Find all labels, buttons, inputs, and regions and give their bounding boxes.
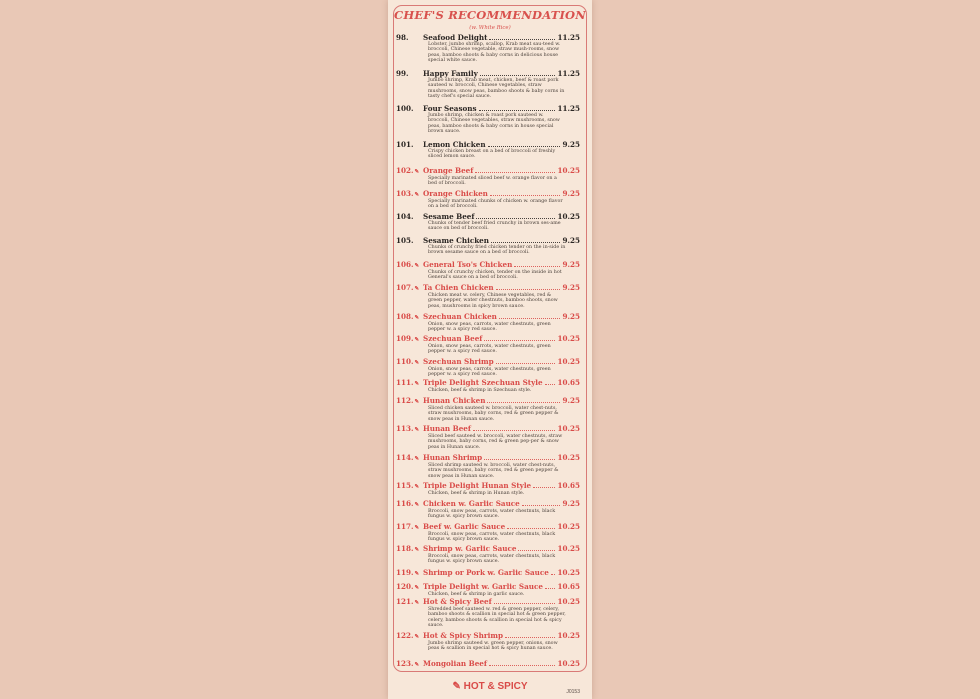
menu-item <box>396 632 580 652</box>
menu-item-row <box>396 261 580 270</box>
dot-leader <box>518 550 555 551</box>
item-name: Hunan Chicken <box>423 396 486 405</box>
dot-leader <box>475 172 555 173</box>
item-price: 10.65 <box>557 378 580 387</box>
item-number: 118.✎ <box>396 544 420 553</box>
item-number: 109.✎ <box>396 334 420 343</box>
item-number: 106.✎ <box>396 260 420 269</box>
item-price: 11.25 <box>557 33 580 42</box>
item-name: Beef w. Garlic Sauce <box>423 522 506 531</box>
item-number: 101. <box>396 140 414 149</box>
menu-item <box>396 523 580 543</box>
menu-item-row <box>396 660 580 669</box>
item-name: Sesame Chicken <box>423 236 489 245</box>
item-number: 99. <box>396 69 409 78</box>
dot-leader <box>479 110 556 111</box>
item-description: Jumbo shrimp, chicken & roast pork sauteed w. broccoli, Chinese vegetables, straw mushrooms, snow peas, bamboo shoots & baby corns in house special brown sauce. <box>428 113 560 135</box>
item-price: 9.25 <box>562 396 580 405</box>
item-description: Shredded beef sauteed w. red & green pepper, celery, bamboo shoots & scallion in special hot & green pepper, celery, bamboo shoots & scallion in special hot & spicy sauce. <box>428 607 566 629</box>
dot-leader <box>480 75 556 76</box>
menu-item-row <box>396 482 580 491</box>
menu-item-row <box>396 379 580 388</box>
menu-item <box>396 313 580 333</box>
item-name: Hot & Spicy Shrimp <box>423 631 503 640</box>
menu-item <box>396 141 580 160</box>
item-description: Chicken, beef & shrimp in Hunan style. <box>428 491 525 496</box>
item-description: Jumbo shrimp, Krab meat, chicken, beef & roast pork sauteed w. broccoli, Chinese vegetables, straw mushrooms, snow peas, bamboo shoots & baby corns in tasty chef's special sauce. <box>428 78 565 100</box>
menu-item-row <box>396 284 580 293</box>
item-price: 9.25 <box>562 312 580 321</box>
item-description: Sliced chicken sauteed w. broccoli, water chest-nuts, straw mushrooms, baby corns, red & green pepper & snow peas in Hunan sauce. <box>428 406 559 422</box>
menu-item <box>396 660 580 669</box>
pepper-icon: ✎ <box>414 337 420 343</box>
pepper-icon: ✎ <box>414 381 420 387</box>
pepper-icon: ✎ <box>414 634 420 640</box>
menu-subtitle: (w. White Rice) <box>469 25 511 31</box>
pepper-icon: ✎ <box>414 571 420 577</box>
dot-leader <box>489 665 556 666</box>
menu-item-row <box>396 397 580 406</box>
item-description: Chunks of crunchy fried chicken tender on the in-side in brown sesame sauce on a bed of broccoli. <box>428 245 566 256</box>
item-name: Sesame Beef <box>423 212 475 221</box>
item-name: Orange Beef <box>423 166 474 175</box>
menu-item <box>396 379 580 393</box>
menu-item <box>396 335 580 355</box>
menu-item-row <box>396 358 580 367</box>
item-price: 10.25 <box>557 631 580 640</box>
menu-item-row <box>396 335 580 344</box>
dot-leader <box>499 318 561 319</box>
pepper-icon: ✎ <box>452 681 461 692</box>
menu-item <box>396 167 580 187</box>
dot-leader <box>489 39 555 40</box>
item-description: Specially marinated chunks of chicken w. orange flavor on a bed of broccoli. <box>428 199 563 210</box>
item-description: Chunks of crunchy chicken, tender on the inside in hot General's sauce on a bed of broccoli. <box>428 270 562 281</box>
item-description: Specially marinated sliced beef w. orange flavor on a bed of broccoli. <box>428 176 557 187</box>
menu-item <box>396 284 580 309</box>
dot-leader <box>476 218 555 219</box>
dot-leader <box>473 430 556 431</box>
item-price: 10.25 <box>557 453 580 462</box>
pepper-icon: ✎ <box>414 427 420 433</box>
menu-item <box>396 261 580 281</box>
pepper-icon: ✎ <box>414 600 420 606</box>
menu-code: J0153 <box>566 689 580 695</box>
dot-leader <box>551 574 556 575</box>
pepper-icon: ✎ <box>414 360 420 366</box>
dot-leader <box>505 637 556 638</box>
item-number: 103.✎ <box>396 189 420 198</box>
item-price: 10.25 <box>557 357 580 366</box>
item-price: 9.25 <box>562 189 580 198</box>
menu-item-row <box>396 583 580 592</box>
menu-item <box>396 598 580 629</box>
menu-item <box>396 34 580 64</box>
menu-item <box>396 397 580 422</box>
item-price: 10.25 <box>557 544 580 553</box>
dot-leader <box>514 266 560 267</box>
item-name: Shrimp or Pork w. Garlic Sauce <box>423 568 549 577</box>
menu-item-row <box>396 190 580 199</box>
menu-item-row <box>396 425 580 434</box>
item-number: 117.✎ <box>396 522 420 531</box>
menu-item-row <box>396 34 580 42</box>
menu-item <box>396 482 580 496</box>
pepper-icon: ✎ <box>414 585 420 591</box>
item-number: 104. <box>396 212 414 221</box>
item-price: 10.25 <box>557 522 580 531</box>
menu-item-row <box>396 523 580 532</box>
item-price: 11.25 <box>557 104 580 113</box>
menu-item-row <box>396 237 580 245</box>
item-description: Lobster, jumbo shrimp, scallop, Krab meat sau-teed w. broccoli, Chinese vegetable, straw mush-rooms, snow peas, bamboo shoots & baby corns in delicious house special white sauce. <box>428 42 561 64</box>
pepper-icon: ✎ <box>414 192 420 198</box>
item-name: Shrimp w. Garlic Sauce <box>423 544 517 553</box>
menu-item <box>396 358 580 378</box>
menu-item-row <box>396 105 580 113</box>
menu-item-row <box>396 141 580 149</box>
dot-leader <box>522 505 561 506</box>
hot-spicy-legend <box>388 681 592 692</box>
menu-item <box>396 569 580 578</box>
item-name: Triple Delight w. Garlic Sauce <box>423 582 543 591</box>
item-description: Chicken meat w. celery, Chinese vegetables, red & green pepper, water chestnuts, bamboo shoots, snow peas, mushrooms in spicy brown sauce. <box>428 293 558 309</box>
item-description: Crispy chicken breast on a bed of broccoli of freshly sliced lemon sauce. <box>428 149 556 160</box>
item-number: 111.✎ <box>396 378 420 387</box>
item-number: 112.✎ <box>396 396 420 405</box>
pepper-icon: ✎ <box>414 169 420 175</box>
pepper-icon: ✎ <box>414 547 420 553</box>
pepper-icon: ✎ <box>414 399 420 405</box>
item-price: 10.25 <box>557 166 580 175</box>
item-price: 10.25 <box>557 334 580 343</box>
dot-leader <box>484 459 555 460</box>
item-name: Szechuan Chicken <box>423 312 497 321</box>
menu-item-row <box>396 500 580 509</box>
item-price: 10.65 <box>557 481 580 490</box>
item-description: Sliced shrimp sauteed w. broccoli, water chest-nuts, straw mushrooms, baby corns, red & green pepper & snow peas in Hunan sauce. <box>428 463 559 479</box>
pepper-icon: ✎ <box>414 662 420 668</box>
item-name: Seafood Delight <box>423 33 488 42</box>
item-number: 116.✎ <box>396 499 420 508</box>
item-number: 107.✎ <box>396 283 420 292</box>
item-name: Szechuan Shrimp <box>423 357 494 366</box>
menu-item-row <box>396 70 580 78</box>
menu-item <box>396 545 580 565</box>
menu-title: CHEF'S RECOMMENDATION <box>394 8 586 22</box>
menu-item <box>396 105 580 135</box>
item-price: 10.25 <box>557 568 580 577</box>
menu-item <box>396 237 580 256</box>
item-name: General Tso's Chicken <box>423 260 513 269</box>
item-name: Mongolian Beef <box>423 659 487 668</box>
menu-item <box>396 70 580 100</box>
item-price: 9.25 <box>562 236 580 245</box>
item-name: Hunan Shrimp <box>423 453 483 462</box>
item-name: Chicken w. Garlic Sauce <box>423 499 520 508</box>
menu-item-row <box>396 167 580 176</box>
menu-item-row <box>396 213 580 221</box>
item-name: Hunan Beef <box>423 424 471 433</box>
menu-item-row <box>396 569 580 578</box>
item-description: Broccoli, snow peas, carrots, water chestnuts, black fungus w. spicy brown sauce. <box>428 509 556 520</box>
dot-leader <box>533 487 555 488</box>
pepper-icon: ✎ <box>414 484 420 490</box>
item-price: 10.25 <box>557 212 580 221</box>
item-description: Onion, snow peas, carrots, water chestnuts, green pepper w. a spicy red sauce. <box>428 322 551 333</box>
item-number: 123.✎ <box>396 659 420 668</box>
item-number: 105. <box>396 236 414 245</box>
menu-page <box>388 0 592 699</box>
item-price: 10.25 <box>557 659 580 668</box>
item-price: 9.25 <box>562 283 580 292</box>
item-price: 9.25 <box>562 260 580 269</box>
item-number: 119.✎ <box>396 568 420 577</box>
menu-item-row <box>396 632 580 641</box>
item-price: 9.25 <box>562 140 580 149</box>
item-number: 100. <box>396 104 414 113</box>
dot-leader <box>545 384 556 385</box>
menu-item <box>396 213 580 232</box>
item-price: 10.25 <box>557 424 580 433</box>
dot-leader <box>490 195 561 196</box>
menu-item <box>396 190 580 210</box>
dot-leader <box>488 146 561 147</box>
item-name: Ta Chien Chicken <box>423 283 494 292</box>
pepper-icon: ✎ <box>414 315 420 321</box>
item-name: Hot & Spicy Beef <box>423 597 492 606</box>
pepper-icon: ✎ <box>414 456 420 462</box>
item-price: 10.65 <box>557 582 580 591</box>
item-number: 108.✎ <box>396 312 420 321</box>
item-number: 98. <box>396 33 409 42</box>
item-number: 115.✎ <box>396 481 420 490</box>
item-description: Jumbo shrimp sauteed w. green pepper, onions, snow peas & scallion in special hot & spicy hunan sauce. <box>428 641 558 652</box>
item-price: 11.25 <box>557 69 580 78</box>
dot-leader <box>491 242 561 243</box>
item-description: Chunks of tender beef fried crunchy in brown ses-ame sauce on bed of broccoli. <box>428 221 561 232</box>
pepper-icon: ✎ <box>414 263 420 269</box>
item-name: Orange Chicken <box>423 189 488 198</box>
item-name: Lemon Chicken <box>423 140 486 149</box>
item-name: Triple Delight Szechuan Style <box>423 378 543 387</box>
item-name: Happy Family <box>423 69 478 78</box>
item-name: Szechuan Beef <box>423 334 483 343</box>
menu-item-row <box>396 598 580 607</box>
item-description: Sliced beef sauteed w. broccoli, water chestnuts, straw mushrooms, baby corns, red & green pep-per & snow peas in Hunan sauce. <box>428 434 563 450</box>
pepper-icon: ✎ <box>414 286 420 292</box>
item-name: Four Seasons <box>423 104 477 113</box>
menu-item-row <box>396 545 580 554</box>
dot-leader <box>494 603 556 604</box>
item-description: Onion, snow peas, carrots, water chestnuts, green pepper w. a spicy red sauce. <box>428 367 551 378</box>
menu-item <box>396 500 580 520</box>
item-description: Chicken, beef & shrimp in Szechuan style. <box>428 388 532 393</box>
menu-item <box>396 583 580 597</box>
item-number: 113.✎ <box>396 424 420 433</box>
menu-item <box>396 454 580 479</box>
item-number: 110.✎ <box>396 357 420 366</box>
dot-leader <box>484 340 555 341</box>
item-description: Broccoli, snow peas, carrots, water chestnuts, black fungus w. spicy brown sauce. <box>428 554 556 565</box>
item-number: 122.✎ <box>396 631 420 640</box>
dot-leader <box>545 588 556 589</box>
menu-item-row <box>396 454 580 463</box>
pepper-icon: ✎ <box>414 525 420 531</box>
menu-item <box>396 425 580 450</box>
item-number: 121.✎ <box>396 597 420 606</box>
legend-label: HOT & SPICY <box>463 681 528 692</box>
item-description: Broccoli, snow peas, carrots, water chestnuts, black fungus w. spicy brown sauce. <box>428 532 556 543</box>
item-description: Onion, snow peas, carrots, water chestnuts, green pepper w. a spicy red sauce. <box>428 344 551 355</box>
item-price: 9.25 <box>562 499 580 508</box>
item-number: 120.✎ <box>396 582 420 591</box>
menu-item-row <box>396 313 580 322</box>
item-name: Triple Delight Hunan Style <box>423 481 532 490</box>
item-description: Chicken, beef & shrimp in garlic sauce. <box>428 592 525 597</box>
item-number: 114.✎ <box>396 453 420 462</box>
pepper-icon: ✎ <box>414 502 420 508</box>
dot-leader <box>487 402 560 403</box>
dot-leader <box>496 363 556 364</box>
dot-leader <box>507 528 555 529</box>
item-price: 10.25 <box>557 597 580 606</box>
dot-leader <box>496 289 561 290</box>
item-number: 102.✎ <box>396 166 420 175</box>
